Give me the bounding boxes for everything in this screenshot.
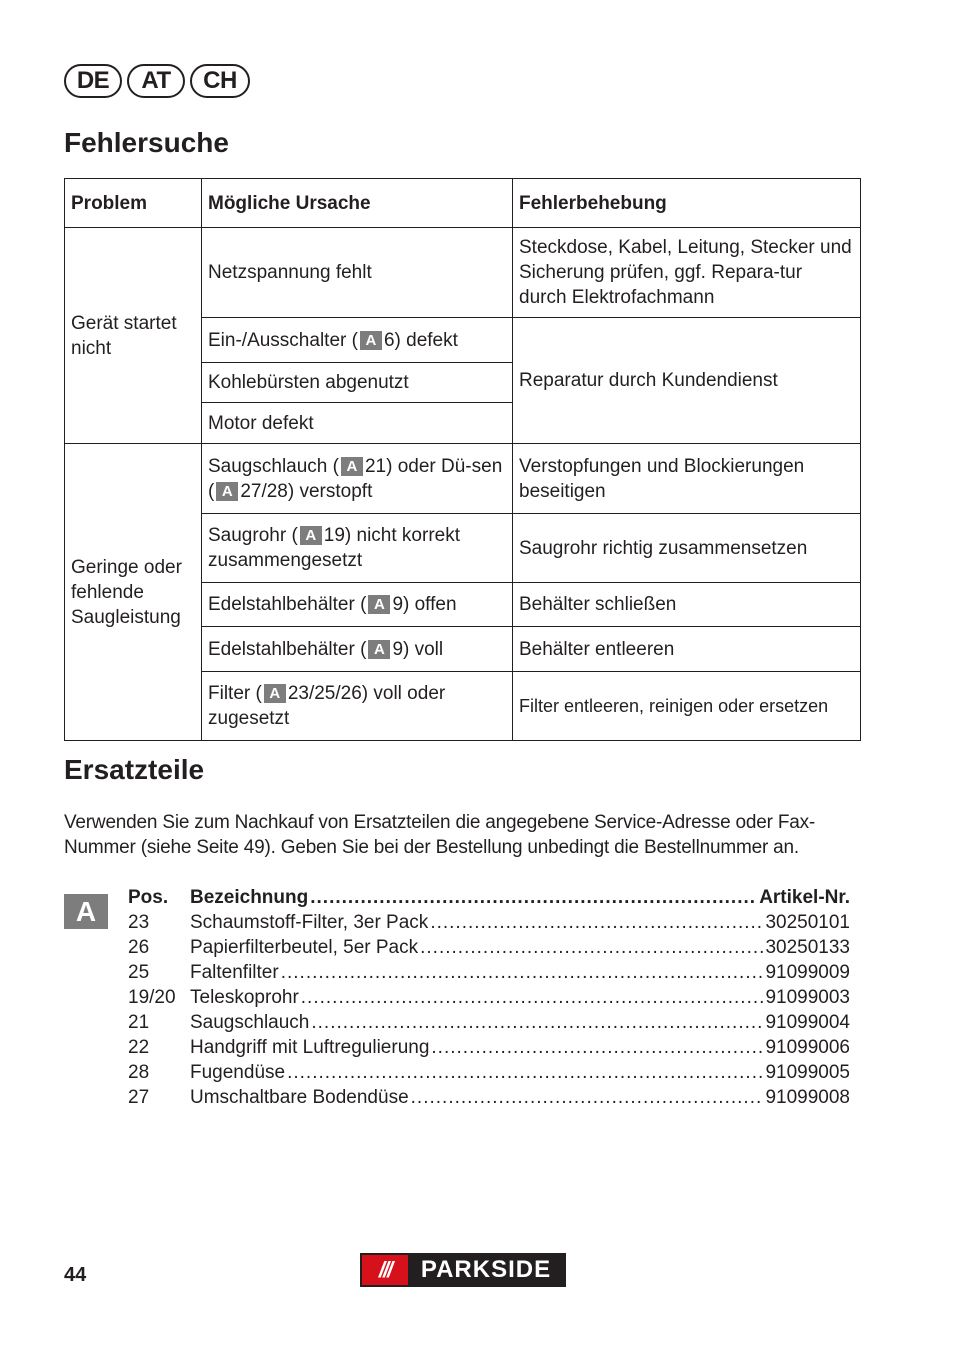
fix-cell: Saugrohr richtig zusammensetzen — [513, 514, 861, 583]
part-number: 91099005 — [765, 1062, 850, 1083]
cause-cell: Saugrohr ( A 19) nicht korrekt zusammengesetzt — [202, 514, 513, 583]
part-number: 91099003 — [765, 987, 850, 1008]
leader-dots — [431, 1035, 763, 1060]
list-item — [128, 1060, 850, 1085]
fix-cell: Reparatur durch Kundendienst — [513, 318, 861, 444]
table-row — [65, 228, 861, 318]
spare-parts-title: Ersatzteile — [64, 754, 205, 785]
figure-a-badge: A — [368, 595, 390, 614]
cause-cell: Edelstahlbehälter ( A 9) voll — [202, 627, 513, 672]
list-item — [128, 910, 850, 935]
fix-cell: Steckdose, Kabel, Leitung, Stecker und Sicherung prüfen, ggf. Repara-tur durch Elektrofachmann — [513, 228, 861, 318]
part-number: 30250101 — [765, 912, 850, 933]
leader-dots — [411, 1085, 764, 1110]
part-pos: 25 — [128, 962, 150, 983]
part-pos: 21 — [128, 1012, 150, 1033]
leader-dots — [430, 910, 763, 935]
cause-cell: Motor defekt — [202, 403, 513, 444]
fix-cell: Verstopfungen und Blockierungen beseitigen — [513, 444, 861, 514]
figure-a-badge: A — [368, 640, 390, 659]
list-item — [128, 1085, 850, 1110]
header-cause: Mögliche Ursache — [202, 179, 513, 228]
part-name: Faltenfilter — [190, 962, 279, 983]
parts-header-row — [128, 885, 850, 910]
part-number: 91099008 — [765, 1087, 850, 1108]
fix-cell: Behälter schließen — [513, 583, 861, 627]
problem-cell: Geringe oder fehlende Saugleistung — [65, 444, 202, 741]
list-item — [128, 960, 850, 985]
header-number: Artikel-Nr. — [759, 887, 850, 908]
part-name: Schaumstoff-Filter, 3er Pack — [190, 912, 429, 933]
cause-cell: Saugschlauch ( A 21) oder Dü-sen ( A 27/28) verstopft — [202, 444, 513, 514]
parkside-logo — [360, 1253, 566, 1287]
part-name: Fugendüse — [190, 1062, 286, 1083]
figure-a-badge: A — [264, 684, 286, 703]
list-item — [128, 1035, 850, 1060]
part-number: 91099004 — [765, 1012, 850, 1033]
spare-parts-list — [128, 885, 850, 1110]
logo-stripes: /// — [362, 1255, 408, 1285]
table-header-row — [65, 179, 861, 228]
part-name: Umschaltbare Bodendüse — [190, 1087, 409, 1108]
part-number: 30250133 — [765, 937, 850, 958]
leader-dots — [287, 1060, 763, 1085]
list-item — [128, 985, 850, 1010]
troubleshooting-title: Fehlersuche — [64, 127, 229, 158]
country-badges — [64, 64, 250, 98]
problem-cell: Gerät startet nicht — [65, 228, 202, 444]
header-problem: Problem — [65, 179, 202, 228]
part-number: 91099006 — [765, 1037, 850, 1058]
part-name: Handgriff mit Luftregulierung — [190, 1037, 430, 1058]
cause-cell: Ein-/Ausschalter ( A 6) defekt — [202, 318, 513, 363]
part-pos: 27 — [128, 1087, 150, 1108]
part-number: 91099009 — [765, 962, 850, 983]
list-item — [128, 1010, 850, 1035]
part-pos: 23 — [128, 912, 150, 933]
country-at: AT — [127, 64, 185, 98]
part-name: Teleskoprohr — [190, 987, 299, 1008]
leader-dots — [281, 960, 764, 985]
header-name: Bezeichnung — [190, 887, 309, 908]
country-de: DE — [64, 64, 122, 98]
leader-dots — [420, 935, 763, 960]
spare-parts-intro: Verwenden Sie zum Nachkauf von Ersatzteilen die angegebene Service-Adresse oder Fax-Nummer (siehe Seite 49). Geben Sie bei der Bestellung unbedingt die Bestellnummer an. — [64, 812, 816, 858]
cause-cell: Edelstahlbehälter ( A 9) offen — [202, 583, 513, 627]
header-pos: Pos. — [128, 887, 169, 908]
troubleshooting-table — [64, 178, 861, 741]
fix-cell: Filter entleeren, reinigen oder ersetzen — [513, 672, 861, 741]
leader-dots — [301, 985, 764, 1010]
cause-cell: Filter ( A 23/25/26) voll oder zugesetzt — [202, 672, 513, 741]
figure-a-badge: A — [360, 331, 382, 350]
cause-cell: Netzspannung fehlt — [202, 228, 513, 318]
part-name: Papierfilterbeutel, 5er Pack — [190, 937, 419, 958]
fix-cell: Behälter entleeren — [513, 627, 861, 672]
logo-wordmark: PARKSIDE — [408, 1255, 564, 1285]
table-row — [65, 444, 861, 514]
part-pos: 28 — [128, 1062, 150, 1083]
figure-a-badge: A — [341, 457, 363, 476]
header-fix: Fehlerbehebung — [513, 179, 861, 228]
part-name: Saugschlauch — [190, 1012, 310, 1033]
page-number: 44 — [64, 1264, 87, 1286]
leader-dots — [310, 885, 757, 910]
leader-dots — [311, 1010, 763, 1035]
list-item — [128, 935, 850, 960]
figure-a-badge: A — [300, 526, 322, 545]
country-ch: CH — [190, 64, 250, 98]
figure-a-badge: A — [216, 482, 238, 501]
figure-a-label: A — [64, 894, 108, 929]
part-pos: 26 — [128, 937, 150, 958]
cause-cell: Kohlebürsten abgenutzt — [202, 363, 513, 403]
part-pos: 22 — [128, 1037, 150, 1058]
part-pos: 19/20 — [128, 987, 176, 1008]
